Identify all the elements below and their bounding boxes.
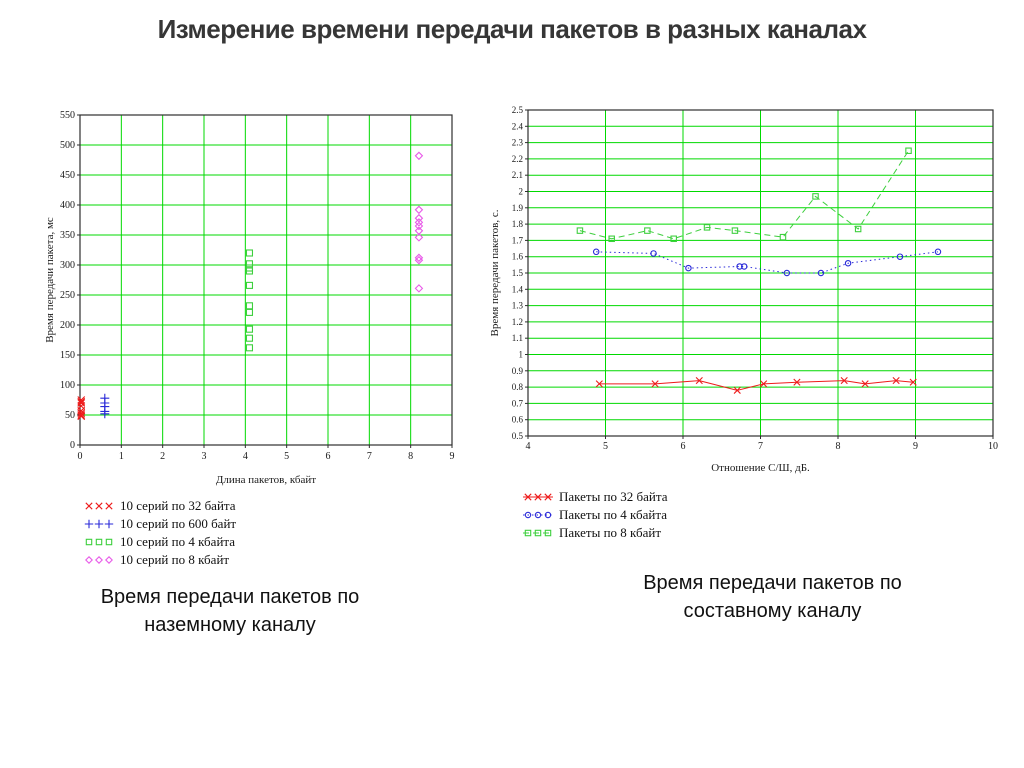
caption-terrestrial: Время передачи пакетов по наземному каналу: [100, 586, 360, 636]
svg-text:2.3: 2.3: [511, 137, 523, 148]
square-marker-icon: [84, 536, 114, 548]
composite-chart-plot: [487, 100, 1003, 500]
svg-text:400: 400: [60, 200, 75, 211]
svg-text:50: 50: [65, 410, 75, 421]
slide-title: Измерение времени передачи пакетов в разных каналах: [157, 14, 867, 44]
terrestrial-chart-plot: [40, 105, 460, 497]
svg-text:1.9: 1.9: [511, 202, 523, 213]
svg-text:100: 100: [60, 380, 75, 391]
legend-label: 10 серий по 4 кбайта: [120, 534, 236, 549]
svg-text:7: 7: [758, 441, 763, 452]
terrestrial-chart-legend: [84, 498, 236, 568]
square-marker-icon: [523, 527, 553, 539]
svg-text:2.5: 2.5: [511, 105, 523, 115]
svg-text:1.4: 1.4: [511, 284, 523, 295]
svg-text:1: 1: [518, 349, 523, 360]
svg-text:2: 2: [518, 186, 523, 197]
legend-item: [84, 534, 236, 550]
svg-text:300: 300: [60, 260, 75, 271]
x-marker-icon: [84, 500, 114, 512]
chart-composite: [487, 100, 1003, 505]
svg-text:Время передачи пакета, мс: Время передачи пакета, мс: [44, 217, 56, 343]
diamond-marker-icon: [84, 554, 114, 566]
svg-text:550: 550: [60, 110, 75, 121]
chart-terrestrial: [40, 105, 460, 502]
svg-text:0.9: 0.9: [511, 365, 523, 376]
svg-text:Длина пакетов, кбайт: Длина пакетов, кбайт: [215, 474, 317, 486]
svg-text:0: 0: [70, 440, 75, 451]
svg-text:1.3: 1.3: [511, 300, 523, 311]
svg-text:2.2: 2.2: [511, 153, 523, 164]
svg-text:1: 1: [118, 451, 124, 462]
legend-label: Пакеты по 4 кбайта: [559, 507, 667, 522]
circle-marker-icon: [523, 509, 553, 521]
x-marker-icon: [523, 491, 553, 503]
svg-text:Время передачи пакетов, с.: Время передачи пакетов, с.: [489, 209, 501, 337]
svg-text:5: 5: [603, 441, 608, 452]
legend-label: Пакеты по 8 кбайт: [559, 525, 662, 540]
svg-text:450: 450: [60, 170, 75, 181]
svg-text:2: 2: [160, 451, 166, 462]
svg-text:0.7: 0.7: [511, 398, 523, 409]
legend-item: [523, 489, 668, 505]
svg-text:1.7: 1.7: [511, 235, 523, 246]
svg-text:1.2: 1.2: [511, 316, 523, 327]
svg-text:8: 8: [835, 441, 841, 452]
svg-text:0.5: 0.5: [511, 431, 523, 441]
svg-text:150: 150: [60, 350, 75, 361]
svg-text:7: 7: [366, 451, 372, 462]
svg-text:3: 3: [201, 451, 207, 462]
svg-text:250: 250: [60, 290, 75, 301]
svg-text:2.4: 2.4: [511, 121, 523, 132]
svg-text:8: 8: [408, 451, 414, 462]
svg-text:0.8: 0.8: [511, 382, 523, 393]
svg-text:1.1: 1.1: [511, 333, 523, 344]
legend-label: 10 серий по 32 байта: [120, 498, 236, 513]
legend-item: [84, 552, 236, 568]
svg-text:9: 9: [913, 441, 918, 452]
svg-text:0.6: 0.6: [511, 414, 523, 425]
legend-label: 10 серий по 8 кбайт: [120, 552, 230, 567]
svg-text:5: 5: [284, 451, 290, 462]
svg-text:1.5: 1.5: [511, 268, 523, 278]
legend-item: [523, 525, 668, 541]
legend-item: [523, 507, 668, 523]
svg-text:1.6: 1.6: [511, 251, 523, 262]
svg-text:350: 350: [60, 230, 75, 241]
caption-composite: Время передачи пакетов по составному каналу: [643, 572, 902, 622]
svg-text:Отношение С/Ш, дБ.: Отношение С/Ш, дБ.: [711, 462, 810, 474]
svg-text:9: 9: [449, 451, 455, 462]
svg-text:500: 500: [60, 140, 75, 151]
svg-text:6: 6: [325, 451, 331, 462]
legend-item: [84, 516, 236, 532]
composite-chart-legend: [523, 489, 668, 541]
svg-text:0: 0: [77, 451, 83, 462]
svg-text:1.8: 1.8: [511, 219, 523, 230]
plus-marker-icon: [84, 518, 114, 530]
svg-text:2.1: 2.1: [511, 170, 523, 181]
svg-text:6: 6: [680, 441, 686, 452]
legend-label: Пакеты по 32 байта: [559, 489, 668, 504]
svg-text:4: 4: [525, 441, 531, 452]
legend-item: [84, 498, 236, 514]
svg-text:4: 4: [242, 451, 248, 462]
legend-label: 10 серий по 600 байт: [120, 516, 237, 531]
svg-text:10: 10: [988, 441, 998, 452]
svg-text:200: 200: [60, 320, 75, 331]
